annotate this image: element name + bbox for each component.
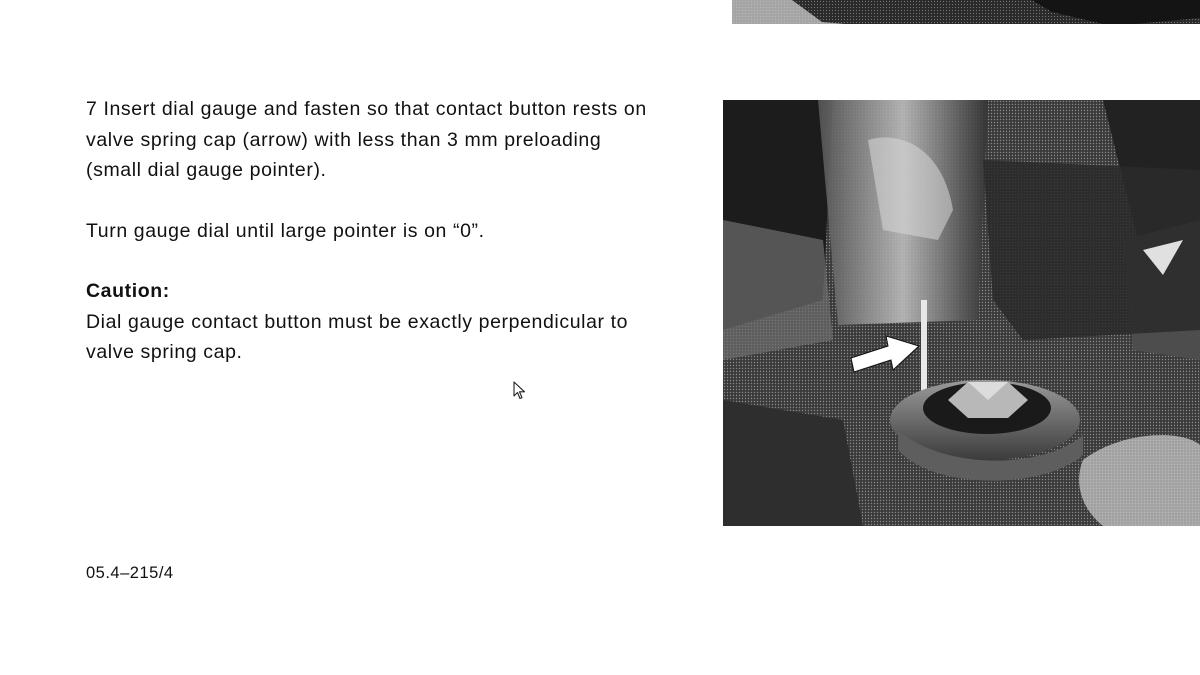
turn-dial-paragraph: Turn gauge dial until large pointer is on “0”. <box>86 219 485 242</box>
caution-text: Dial gauge contact button must be exactly perpendicular to valve spring cap. <box>86 310 629 363</box>
document-number: 05.4–215/4 <box>86 564 174 582</box>
step-7-paragraph: 7 Insert dial gauge and fasten so that contact button rests on valve spring cap (arrow) with less than 3 mm preloading (small dial gauge pointer). <box>86 98 647 181</box>
dial-gauge-photo <box>723 100 1200 526</box>
previous-figure-photo-fragment <box>732 0 1200 28</box>
mouse-pointer-icon <box>513 381 527 401</box>
instruction-text-block <box>86 94 656 368</box>
caution-heading: Caution: <box>86 280 170 302</box>
